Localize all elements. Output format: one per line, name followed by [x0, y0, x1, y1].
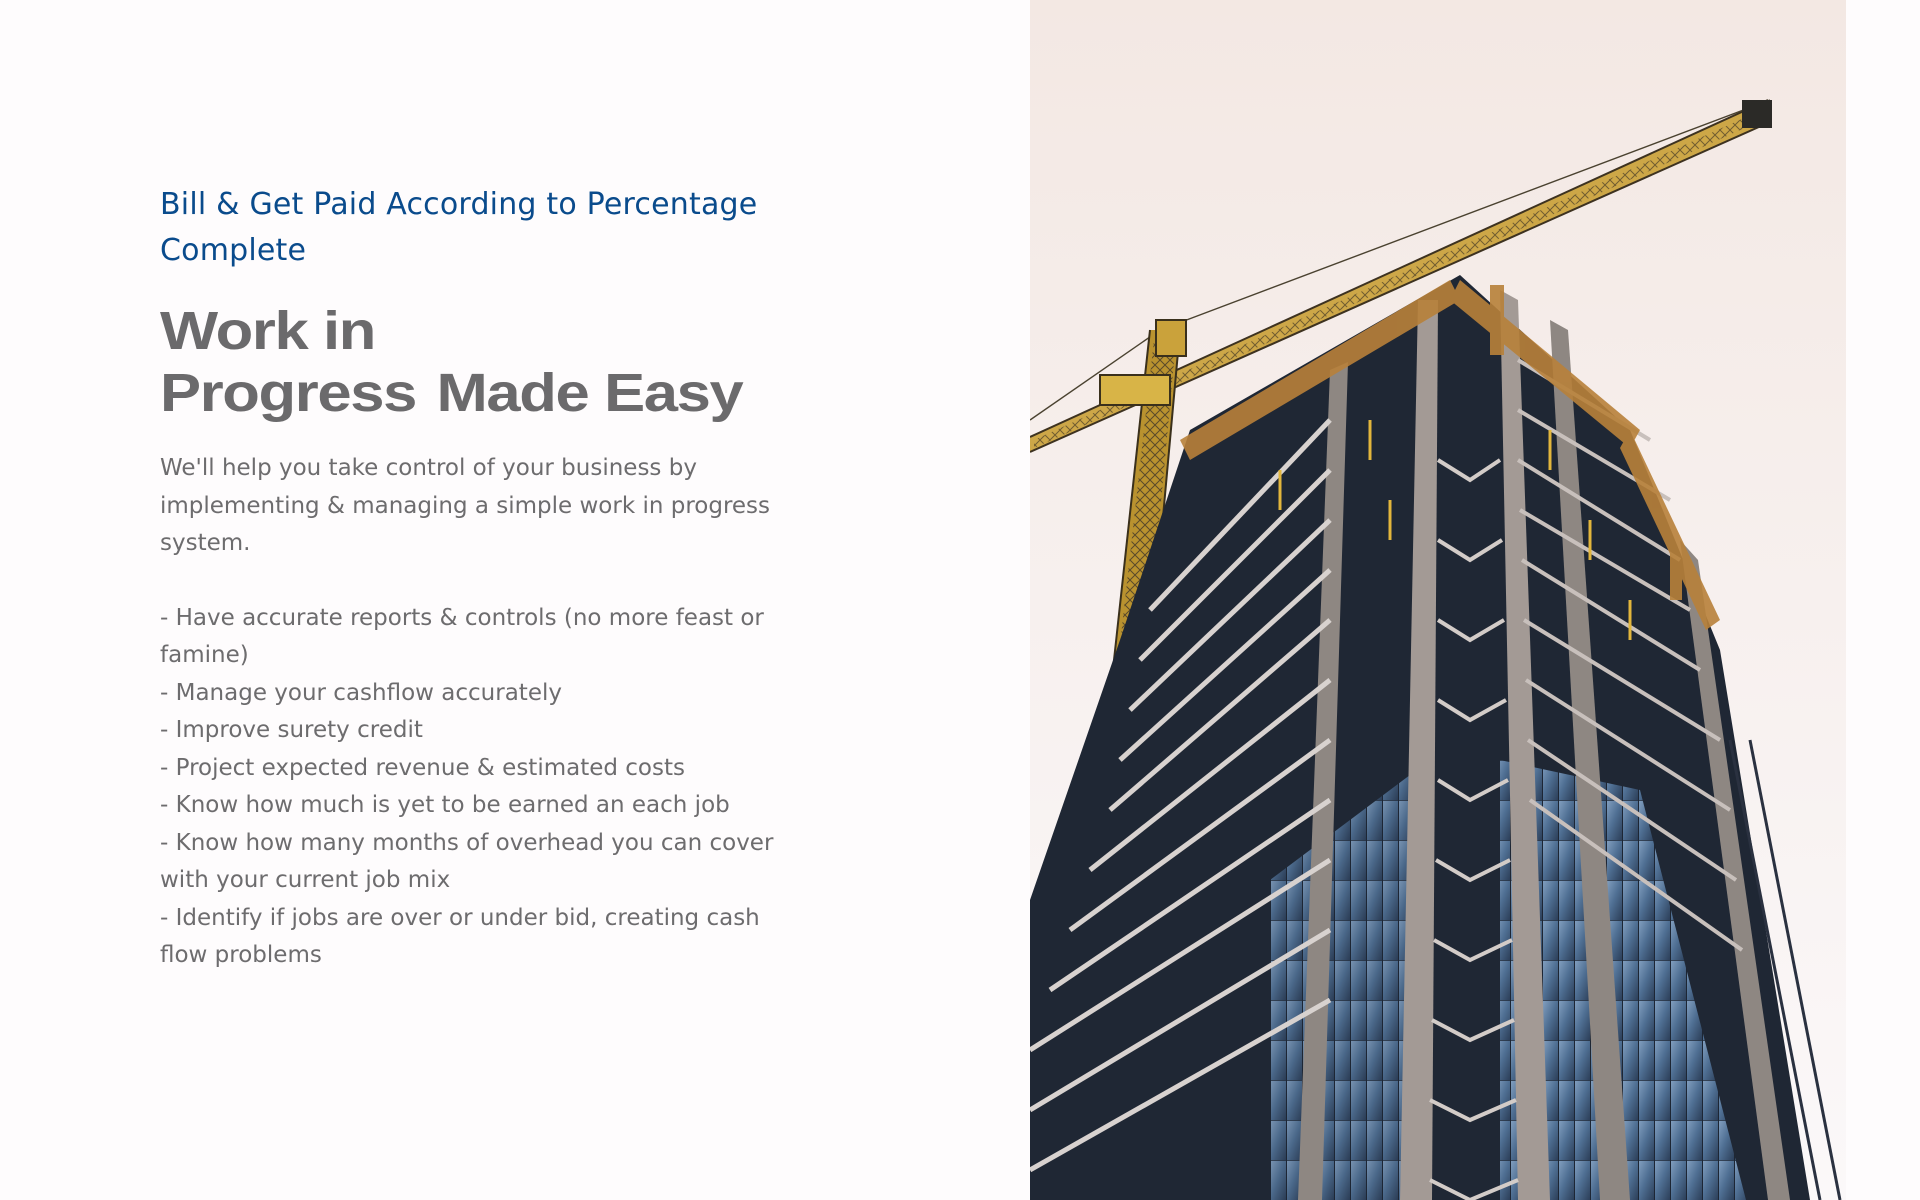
feature-item: - Identify if jobs are over or under bid, creating cash flow problems: [160, 904, 760, 968]
feature-item: - Improve surety credit: [160, 717, 423, 743]
feature-list: [160, 600, 800, 975]
headline-line-1: Work in: [160, 301, 376, 361]
wip-section: [160, 182, 800, 975]
headline-word-progress: Progress: [160, 363, 416, 423]
headline-word-made-easy: Made Easy: [436, 363, 743, 423]
construction-photo: [1030, 0, 1846, 1200]
headline-line-2: [160, 362, 890, 424]
feature-item: - Know how many months of overhead you can cover with your current job mix: [160, 829, 774, 893]
intro-paragraph: We'll help you take control of your business by implementing & managing a simple work in progress system.: [160, 455, 771, 556]
section-eyebrow: Bill & Get Paid According to Percentage Complete: [160, 187, 758, 268]
feature-item: - Know how much is yet to be earned an each job: [160, 792, 730, 818]
feature-item: - Manage your cashflow accurately: [160, 679, 562, 706]
feature-item: - Project expected revenue & estimated costs: [160, 754, 685, 781]
section-headline: [160, 300, 890, 424]
feature-item: - Have accurate reports & controls (no more feast or famine): [160, 604, 764, 668]
